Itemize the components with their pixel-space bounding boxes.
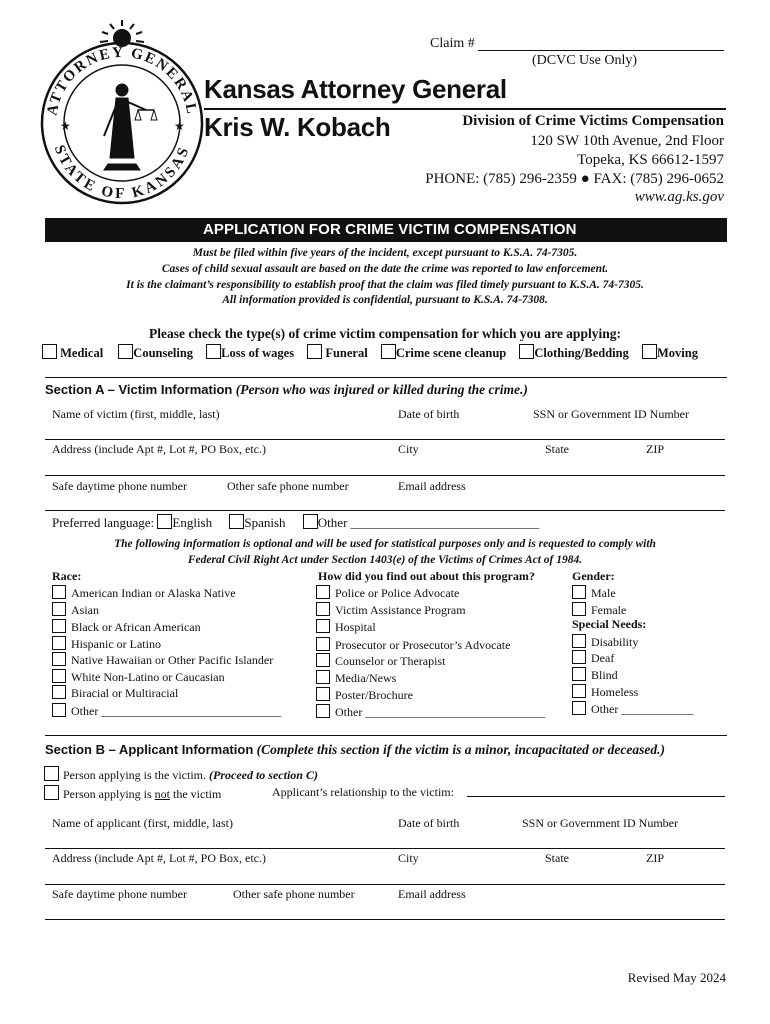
agency-title: Kansas Attorney General: [204, 74, 507, 104]
other-language-blank[interactable]: _____________________________: [350, 515, 540, 530]
applicant-address-label: Address (include Apt #, Lot #, PO Box, etc.): [52, 851, 266, 865]
checkbox[interactable]: [52, 602, 66, 616]
option-counseling[interactable]: Counseling: [118, 346, 193, 360]
checkbox[interactable]: [381, 344, 396, 359]
option-crime-scene-cleanup[interactable]: Crime scene cleanup: [381, 346, 506, 360]
language-label: Preferred language:: [52, 515, 155, 530]
optional-note-1: The following information is optional and will be used for statistical purposes only and is requested to comply with: [114, 538, 656, 550]
applicant-name-field[interactable]: [45, 848, 725, 849]
how-found-option[interactable]: Victim Assistance Program: [316, 602, 466, 618]
proceed-note: (Proceed to section C): [209, 768, 318, 782]
gender-option-male[interactable]: Male: [572, 585, 616, 601]
address-line-1: 120 SW 10th Avenue, 2nd Floor: [530, 133, 724, 149]
applicant-email-label: Email address: [398, 887, 466, 901]
claim-row: [430, 36, 475, 52]
checkbox[interactable]: [316, 619, 330, 633]
checkbox[interactable]: [118, 344, 133, 359]
checkbox[interactable]: [316, 585, 330, 599]
applicant-state-label: State: [545, 851, 569, 865]
checkbox[interactable]: [42, 344, 57, 359]
victim-name-field[interactable]: [45, 439, 725, 440]
section-a-heading: [45, 382, 528, 398]
special-needs-option[interactable]: Blind: [572, 667, 618, 683]
checkbox[interactable]: [572, 585, 586, 599]
how-found-option[interactable]: Hospital: [316, 619, 376, 635]
checkbox[interactable]: [642, 344, 657, 359]
race-option[interactable]: Biracial or Multiracial: [52, 685, 178, 701]
race-option[interactable]: Asian: [52, 602, 99, 618]
comp-types-options: [42, 344, 698, 361]
comp-types-prompt: Please check the type(s) of crime victim compensation for which you are applying:: [149, 326, 621, 341]
section-b-title: Section B – Applicant Information: [45, 742, 254, 757]
checkbox[interactable]: [52, 585, 66, 599]
notice-2: Cases of child sexual assault are based on the date the crime was reported to law enforcement.: [161, 263, 609, 275]
applicant-is-victim-label: Person applying is the victim.: [63, 768, 206, 782]
notice-3: It is the claimant’s responsibility to establish proof that the claim was filed timely pursuant to K.S.A. 74-7305.: [126, 279, 644, 291]
checkbox[interactable]: [316, 653, 330, 667]
applicant-phone-label: Safe daytime phone number: [52, 887, 187, 901]
victim-address-label: Address (include Apt #, Lot #, PO Box, etc.): [52, 442, 266, 456]
applicant-not-victim-row[interactable]: Person applying is not the victim: [44, 785, 221, 802]
ag-name: Kris W. Kobach: [204, 112, 391, 142]
special-needs-option[interactable]: Other ____________: [572, 701, 693, 717]
seal-graphic: [38, 18, 206, 208]
race-option[interactable]: American Indian or Alaska Native: [52, 585, 236, 601]
how-found-option[interactable]: Prosecutor or Prosecutor’s Advocate: [316, 637, 510, 653]
victim-dob-label: Date of birth: [398, 407, 460, 421]
checkbox[interactable]: [52, 636, 66, 650]
checkbox[interactable]: [572, 701, 586, 715]
applicant-phone-field[interactable]: [45, 919, 725, 920]
option-medical[interactable]: Medical: [42, 346, 103, 360]
option-moving[interactable]: Moving: [642, 346, 698, 360]
preferred-language-row: [52, 514, 539, 531]
race-option[interactable]: Other ______________________________: [52, 703, 281, 719]
application-banner: [45, 218, 727, 242]
victim-other-phone-label: Other safe phone number: [227, 479, 349, 493]
victim-city-label: City: [398, 442, 419, 456]
division-name: Division of Crime Victims Compensation: [462, 113, 724, 129]
spanish-option: Spanish: [244, 515, 286, 530]
claim-label: Claim #: [430, 36, 475, 51]
section-divider: [45, 377, 727, 378]
option-loss-of-wages[interactable]: Loss of wages: [206, 346, 294, 360]
checkbox[interactable]: [316, 602, 330, 616]
checkbox[interactable]: [316, 637, 330, 651]
revised-date: Revised May 2024: [627, 970, 726, 985]
checkbox[interactable]: [52, 652, 66, 666]
how-found-option[interactable]: Police or Police Advocate: [316, 585, 459, 601]
victim-phone-field[interactable]: [45, 510, 725, 511]
section-b-heading: [45, 742, 665, 758]
checkbox[interactable]: [316, 687, 330, 701]
applicant-is-victim-checkbox[interactable]: [44, 766, 59, 781]
victim-email-label: Email address: [398, 479, 466, 493]
victim-zip-label: ZIP: [646, 442, 664, 456]
english-checkbox[interactable]: [157, 514, 172, 529]
applicant-dob-label: Date of birth: [398, 816, 460, 830]
checkbox[interactable]: [307, 344, 322, 359]
notice-4: All information provided is confidential, pursuant to K.S.A. 74-7308.: [222, 294, 548, 306]
applicant-zip-label: ZIP: [646, 851, 664, 865]
how-found-option[interactable]: Other ______________________________: [316, 704, 545, 720]
claim-note: (DCVC Use Only): [532, 53, 637, 68]
checkbox[interactable]: [52, 703, 66, 717]
special-needs-option[interactable]: Disability: [572, 634, 638, 650]
relationship-field[interactable]: [467, 796, 725, 797]
how-found-heading: How did you find out about this program?: [318, 569, 535, 583]
seal-top-text: ATTORNEY GENERAL: [44, 44, 200, 117]
section-b-subtitle: (Complete this section if the victim is a minor, incapacitated or deceased.): [256, 742, 665, 757]
relationship-label: Applicant’s relationship to the victim:: [272, 785, 454, 799]
section-a-subtitle: (Person who was injured or killed during the crime.): [235, 382, 528, 397]
victim-address-field[interactable]: [45, 475, 725, 476]
lady-justice-icon: [104, 84, 157, 170]
other-language-option: Other: [317, 515, 348, 530]
svg-text:★: ★: [60, 119, 71, 133]
not-emphasis: not: [154, 787, 171, 801]
banner-title: APPLICATION FOR CRIME VICTIM COMPENSATION: [203, 221, 577, 238]
victim-name-label: Name of victim (first, middle, last): [52, 407, 220, 421]
how-found-option[interactable]: Counselor or Therapist: [316, 653, 445, 669]
checkbox[interactable]: [519, 344, 534, 359]
gender-heading: Gender:: [572, 569, 615, 583]
checkbox[interactable]: [572, 667, 586, 681]
checkbox[interactable]: [572, 650, 586, 664]
other-language-checkbox[interactable]: [303, 514, 318, 529]
website-link[interactable]: www.ag.ks.gov: [634, 189, 724, 205]
how-found-option[interactable]: Poster/Brochure: [316, 687, 413, 703]
section-a-title: Section A – Victim Information: [45, 382, 233, 397]
spanish-checkbox[interactable]: [229, 514, 244, 529]
applicant-address-field[interactable]: [45, 884, 725, 885]
applicant-not-victim-checkbox[interactable]: [44, 785, 59, 800]
gender-option-female[interactable]: Female: [572, 602, 626, 618]
victim-phone-label: Safe daytime phone number: [52, 479, 187, 493]
applicant-other-phone-label: Other safe phone number: [233, 887, 355, 901]
race-option[interactable]: White Non-Latino or Caucasian: [52, 669, 225, 685]
applicant-city-label: City: [398, 851, 419, 865]
checkbox[interactable]: [572, 634, 586, 648]
applicant-ssn-label: SSN or Government ID Number: [522, 816, 678, 830]
checkbox[interactable]: [572, 684, 586, 698]
seal-bottom-text: STATE OF KANSAS: [50, 143, 194, 203]
option-funeral[interactable]: Funeral: [307, 346, 367, 360]
special-needs-option[interactable]: Homeless: [572, 684, 638, 700]
checkbox[interactable]: [52, 619, 66, 633]
checkbox[interactable]: [316, 670, 330, 684]
special-needs-option[interactable]: Deaf: [572, 650, 614, 666]
svg-text:★: ★: [174, 119, 185, 133]
special-needs-heading: Special Needs:: [572, 617, 647, 631]
victim-ssn-label: SSN or Government ID Number: [533, 407, 689, 421]
race-heading: Race:: [52, 569, 82, 583]
race-option[interactable]: Native Hawaiian or Other Pacific Islander: [52, 652, 273, 668]
checkbox[interactable]: [52, 685, 66, 699]
victim-state-label: State: [545, 442, 569, 456]
race-option[interactable]: Black or African American: [52, 619, 201, 635]
option-clothing-bedding[interactable]: Clothing/Bedding: [519, 346, 628, 360]
header-divider: [204, 108, 726, 110]
optional-note-2: Federal Civil Right Act under Section 1403(e) of the Victims of Crimes Act of 1984.: [187, 554, 583, 566]
english-option: English: [172, 515, 213, 530]
checkbox[interactable]: [206, 344, 221, 359]
notice-1: Must be filed within five years of the incident, except pursuant to K.S.A. 74-7305.: [192, 247, 578, 259]
race-option[interactable]: Hispanic or Latino: [52, 636, 161, 652]
address-line-2: Topeka, KS 66612-1597: [577, 152, 724, 168]
phone-fax: PHONE: (785) 296-2359 ● FAX: (785) 296-0652: [425, 171, 724, 187]
claim-number-field[interactable]: [478, 50, 724, 51]
checkbox[interactable]: [572, 602, 586, 616]
applicant-is-victim-row[interactable]: [44, 766, 318, 783]
checkbox[interactable]: [316, 704, 330, 718]
checkbox[interactable]: [52, 669, 66, 683]
state-seal: [38, 18, 206, 208]
section-divider: [45, 735, 727, 736]
how-found-option[interactable]: Media/News: [316, 670, 396, 686]
applicant-name-label: Name of applicant (first, middle, last): [52, 816, 233, 830]
